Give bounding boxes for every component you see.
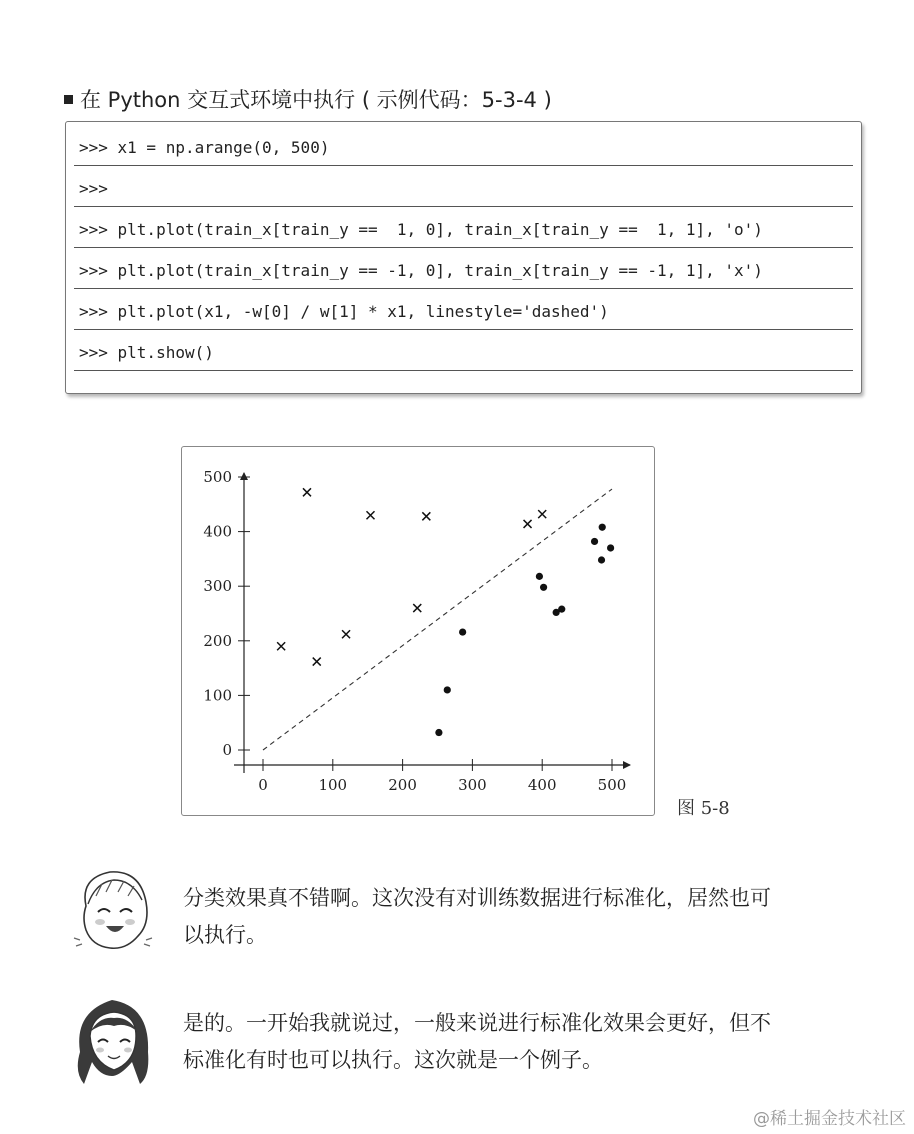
x-tick-label: 200 (388, 776, 417, 794)
y-tick-label: 0 (222, 741, 232, 759)
code-separator (74, 288, 853, 289)
code-line: >>> plt.plot(x1, -w[0] / w[1] * x1, linestyle='dashed') (79, 302, 609, 321)
x-data-point (538, 510, 546, 518)
x-tick-label: 500 (597, 776, 627, 794)
code-separator (74, 370, 853, 371)
section-heading (64, 84, 552, 114)
code-line: >>> (79, 179, 108, 198)
decision-boundary-line (263, 489, 612, 750)
x-axis-arrow-icon (623, 761, 631, 769)
code-separator (74, 329, 853, 330)
x-data-point (303, 488, 311, 496)
y-tick-label: 500 (203, 468, 232, 486)
circle-data-point (607, 544, 614, 551)
y-tick-label: 400 (203, 522, 232, 541)
dialog-line: 分类效果真不错啊。这次没有对训练数据进行标准化，居然也可 (183, 886, 771, 910)
circle-data-point (435, 729, 442, 736)
circle-data-point (536, 573, 543, 580)
x-data-point (366, 511, 374, 519)
circle-data-point (558, 606, 565, 613)
x-data-point (342, 630, 350, 638)
code-line: >>> plt.show() (79, 343, 214, 362)
circle-data-point (599, 524, 606, 531)
x-data-point (413, 604, 421, 612)
y-tick-label: 200 (203, 631, 232, 650)
x-tick-label: 0 (258, 776, 268, 794)
x-tick-label: 300 (458, 776, 487, 794)
square-bullet-icon (64, 95, 73, 104)
circle-data-point (444, 686, 451, 693)
dialog-text-2 (183, 1005, 873, 1079)
code-block (65, 121, 862, 394)
code-line: >>> x1 = np.arange(0, 500) (79, 138, 330, 157)
x-tick-label: 400 (527, 776, 557, 794)
x-data-point (422, 512, 430, 520)
scatter-plot-figure (181, 446, 655, 816)
dialog-line: 以执行。 (183, 923, 267, 947)
x-data-point (277, 642, 285, 650)
section-heading-text: 在 Python 交互式环境中执行 ( 示例代码：5-3-4 ) (80, 88, 552, 112)
x-data-point (524, 520, 532, 528)
y-axis-arrow-icon (240, 472, 248, 480)
code-line: >>> plt.plot(train_x[train_y == 1, 0], train_x[train_y == 1, 1], 'o') (79, 220, 763, 239)
scatter-plot (182, 447, 656, 817)
code-separator (74, 247, 853, 248)
x-data-point (313, 658, 321, 666)
code-separator (74, 206, 853, 207)
dialog-line: 标准化有时也可以执行。这次就是一个例子。 (183, 1048, 603, 1072)
code-line: >>> plt.plot(train_x[train_y == -1, 0], train_x[train_y == -1, 1], 'x') (79, 261, 763, 280)
smiling-girl-long-hair-avatar-icon (70, 992, 156, 1088)
circle-data-point (598, 556, 605, 563)
figure-caption: 图 5-8 (677, 798, 730, 819)
circle-data-point (459, 628, 466, 635)
dialog-line: 是的。一开始我就说过，一般来说进行标准化效果会更好，但不 (183, 1011, 771, 1035)
dialog-text-1 (183, 880, 873, 954)
y-tick-label: 100 (203, 686, 232, 705)
y-tick-label: 300 (203, 577, 232, 596)
smiling-girl-avatar-icon (66, 866, 162, 954)
code-separator (74, 165, 853, 166)
circle-data-point (540, 584, 547, 591)
x-tick-label: 100 (318, 776, 348, 794)
circle-data-point (591, 538, 598, 545)
watermark: @稀土掘金技术社区 (753, 1109, 906, 1129)
